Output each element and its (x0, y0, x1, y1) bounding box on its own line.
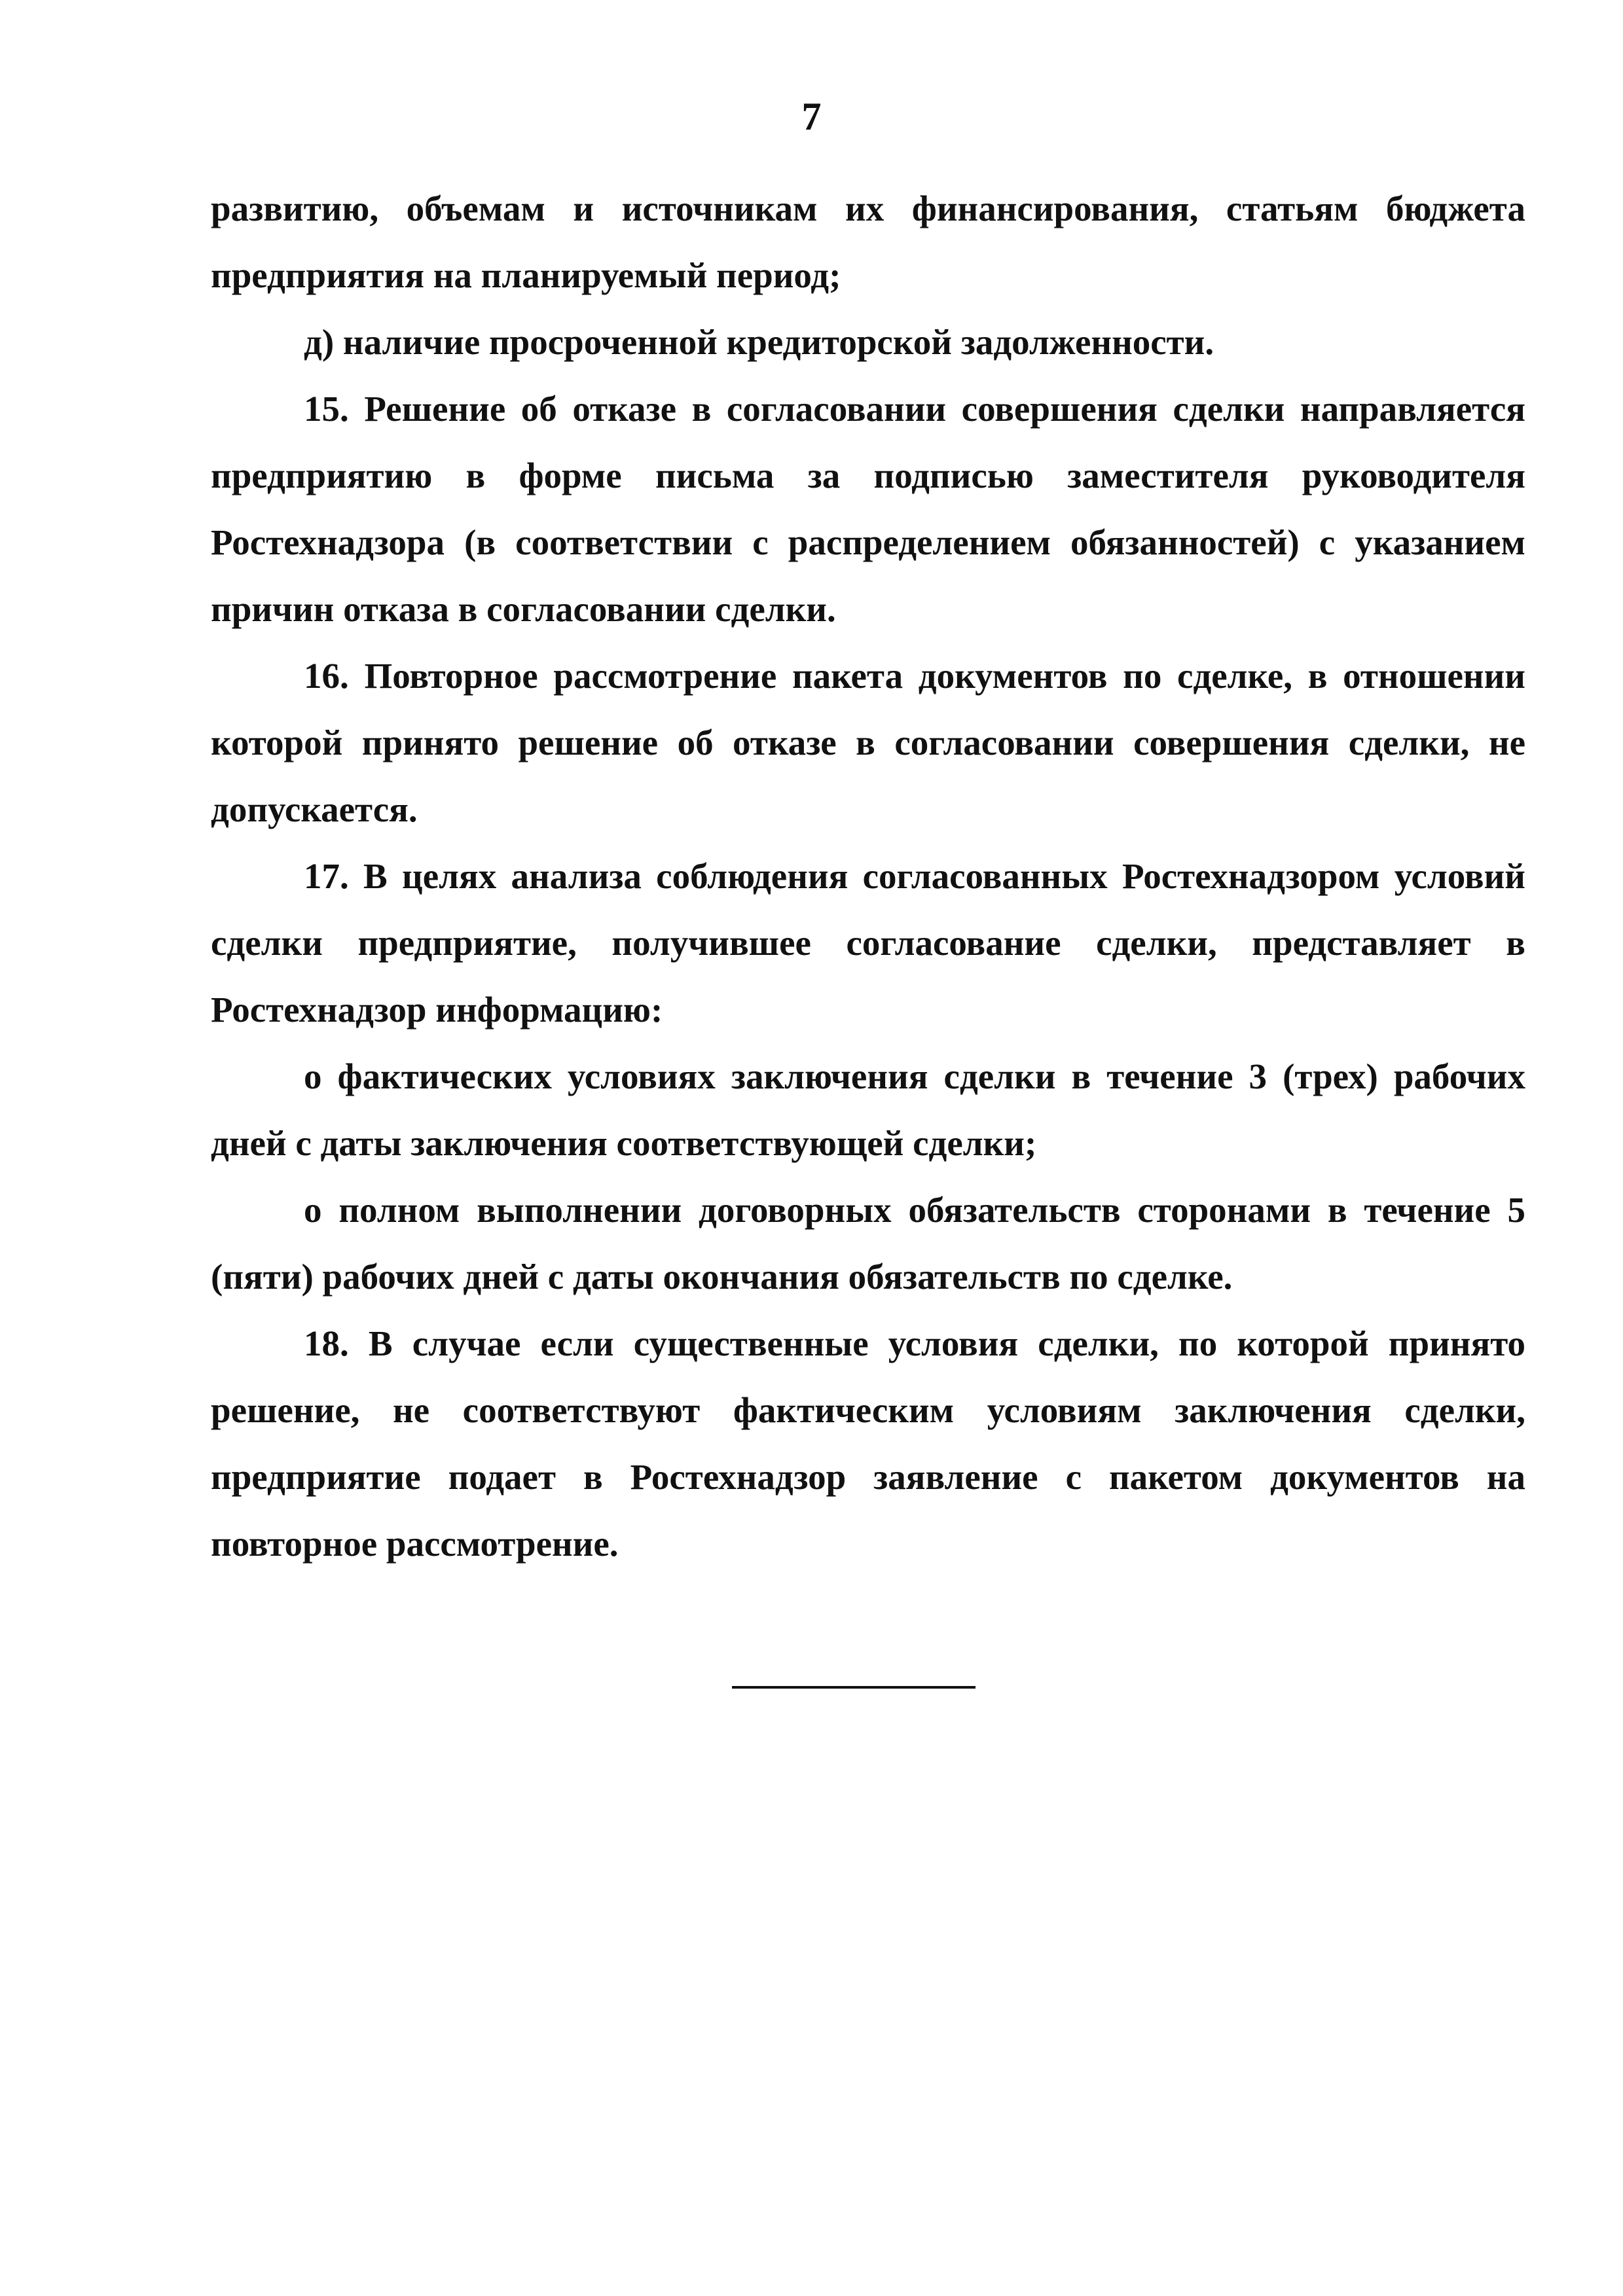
paragraph-item-d: д) наличие просроченной кредиторской задолженности. (304, 322, 1214, 362)
paragraph-continuation: развитию, объемам и источникам их финансирования, статьям бюджета предприятия на планируемый период; (211, 188, 1525, 295)
document-body (211, 175, 1525, 1577)
paragraph-15: 15. Решение об отказе в согласовании совершения сделки направляется предприятию в форме письма за подписью заместителя руководителя Ростехнадзора (в соответствии с распределением обязанностей) с указанием причин отказа в согласовании сделки. (211, 389, 1525, 629)
end-separator-line (732, 1686, 976, 1689)
paragraph-17-full-performance: о полном выполнении договорных обязательств сторонами в течение 5 (пяти) рабочих дней с даты окончания обязательств по сделке. (211, 1190, 1525, 1297)
paragraph-17-factual-terms: о фактических условиях заключения сделки в течение 3 (трех) рабочих дней с даты заключения соответствующей сделки; (211, 1056, 1525, 1163)
page-number: 7 (801, 95, 822, 138)
paragraph-17: 17. В целях анализа соблюдения согласованных Ростехнадзором условий сделки предприятие, получившее согласование сделки, представляет в Ростехнадзор информацию: (211, 856, 1525, 1030)
paragraph-16: 16. Повторное рассмотрение пакета документов по сделке, в отношении которой принято решение об отказе в согласовании совершения сделки, не допускается. (211, 656, 1525, 829)
paragraph-18: 18. В случае если существенные условия сделки, по которой принято решение, не соответствуют фактическим условиям заключения сделки, предприятие подает в Ростехнадзор заявление с пакетом документов на повторное рассмотрение. (211, 1323, 1525, 1564)
